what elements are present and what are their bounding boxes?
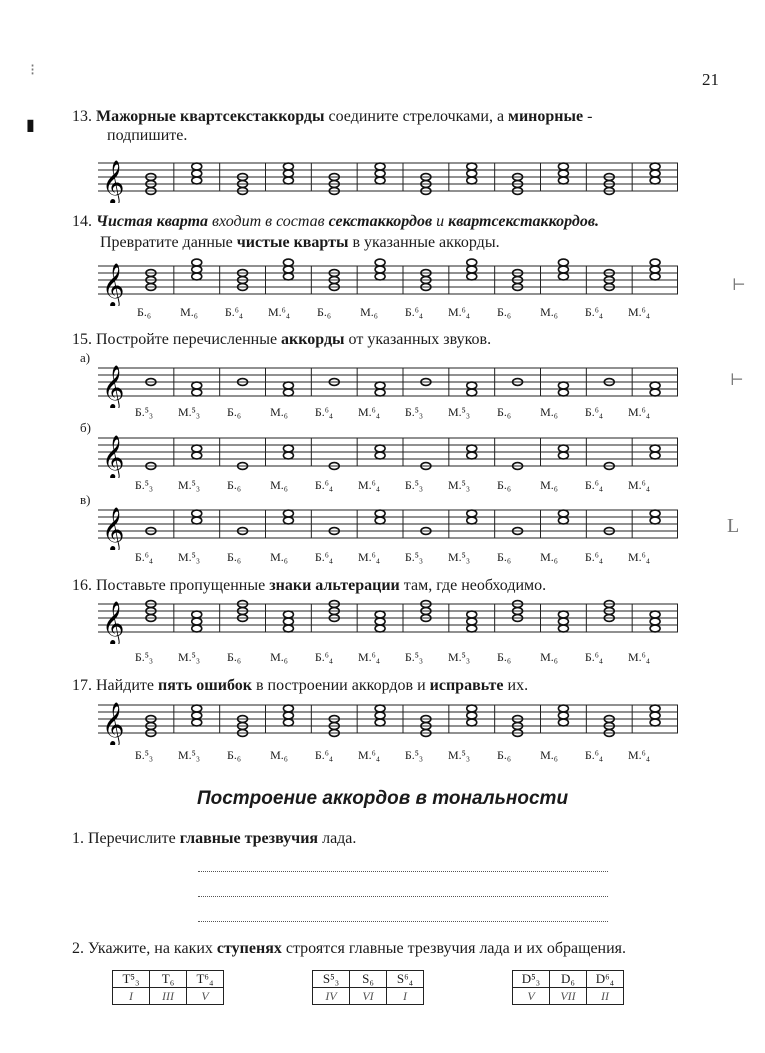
chord-label: М.⁶₄ bbox=[627, 748, 651, 762]
chord-label: Б.⁵₃ bbox=[404, 405, 424, 419]
whole-note bbox=[558, 611, 568, 618]
labels-q15a bbox=[118, 405, 703, 421]
music-staff-svg bbox=[98, 502, 678, 550]
chord-label: Б.⁶₄ bbox=[314, 650, 334, 664]
q13-line2: подпишите. bbox=[107, 127, 188, 144]
music-staff-svg bbox=[98, 596, 678, 644]
chord-label: Б.₆ bbox=[496, 478, 512, 492]
chord-label: М.⁶₄ bbox=[357, 478, 381, 492]
labels-q15b bbox=[118, 478, 703, 494]
whole-note bbox=[558, 266, 568, 273]
chord-label: М.₆ bbox=[360, 305, 378, 319]
whole-note bbox=[650, 719, 660, 726]
whole-note bbox=[467, 625, 477, 632]
whole-note bbox=[375, 445, 385, 452]
whole-note bbox=[558, 259, 568, 266]
whole-note bbox=[558, 719, 568, 726]
chord-label: М.₆ bbox=[270, 550, 288, 564]
chord-label: М.⁵₃ bbox=[447, 748, 471, 762]
treble-clef-icon: 𝄞 bbox=[102, 435, 125, 478]
dominant-table bbox=[512, 970, 624, 1005]
whole-note bbox=[650, 163, 660, 170]
chord-label: М.⁶₄ bbox=[267, 305, 291, 319]
chord-label: М.⁵₃ bbox=[177, 650, 201, 664]
chord-label: Б.₆ bbox=[496, 550, 512, 564]
chord-label: Б.⁵₃ bbox=[134, 650, 154, 664]
staff-q15v bbox=[98, 502, 678, 550]
chord-label: Б.⁶₄ bbox=[584, 748, 604, 762]
whole-note bbox=[192, 517, 202, 524]
table-answer[interactable]: I bbox=[387, 988, 424, 1005]
whole-note bbox=[650, 273, 660, 280]
chord-label: М.⁵₃ bbox=[447, 650, 471, 664]
labels-q16 bbox=[118, 650, 703, 666]
treble-clef-icon: 𝄞 bbox=[102, 601, 125, 644]
chord-label: Б.⁶₄ bbox=[314, 405, 334, 419]
chord-label: Б.₆ bbox=[496, 650, 512, 664]
chord-label: М.⁶₄ bbox=[357, 550, 381, 564]
table-answer[interactable]: VI bbox=[350, 988, 387, 1005]
whole-note bbox=[467, 618, 477, 625]
whole-note bbox=[375, 510, 385, 517]
whole-note bbox=[558, 625, 568, 632]
chord-label: Б.₆ bbox=[316, 305, 332, 319]
chord-label: М.₆ bbox=[540, 405, 558, 419]
table-answer[interactable]: V bbox=[187, 988, 224, 1005]
chord-label: М.⁵₃ bbox=[177, 550, 201, 564]
whole-note bbox=[558, 705, 568, 712]
chord-label: М.⁶₄ bbox=[357, 748, 381, 762]
chord-label: М.₆ bbox=[540, 478, 558, 492]
whole-note bbox=[558, 618, 568, 625]
whole-note bbox=[192, 510, 202, 517]
staff-q13 bbox=[98, 155, 678, 205]
whole-note bbox=[467, 266, 477, 273]
chord-label: М.⁵₃ bbox=[177, 405, 201, 419]
whole-note bbox=[375, 705, 385, 712]
chord-label: Б.⁶₄ bbox=[314, 748, 334, 762]
whole-note bbox=[375, 611, 385, 618]
whole-note bbox=[283, 517, 293, 524]
chord-label: М.₆ bbox=[270, 748, 288, 762]
whole-note bbox=[650, 618, 660, 625]
table-answer[interactable]: IV bbox=[313, 988, 350, 1005]
whole-note bbox=[467, 517, 477, 524]
whole-note bbox=[558, 382, 568, 389]
whole-note bbox=[558, 517, 568, 524]
chord-label: Б.⁵₃ bbox=[134, 478, 154, 492]
labels-q15v bbox=[118, 550, 703, 566]
chord-label: М.₆ bbox=[270, 650, 288, 664]
treble-clef-icon: 𝄞 bbox=[102, 507, 125, 550]
music-staff-svg bbox=[98, 360, 678, 408]
staff-q15b bbox=[98, 430, 678, 478]
chord-label: М.₆ bbox=[270, 405, 288, 419]
whole-note bbox=[467, 389, 477, 396]
whole-note bbox=[467, 705, 477, 712]
q15-tag-a: а) bbox=[80, 350, 91, 365]
chord-label: М.₆ bbox=[540, 748, 558, 762]
subdominant-table bbox=[312, 970, 424, 1005]
table-answer[interactable]: V bbox=[513, 988, 550, 1005]
whole-note bbox=[558, 163, 568, 170]
whole-note bbox=[650, 517, 660, 524]
chord-label: Б.⁵₃ bbox=[134, 748, 154, 762]
chord-label: Б.⁶₄ bbox=[224, 305, 244, 319]
whole-note bbox=[192, 452, 202, 459]
answer-line[interactable] bbox=[198, 895, 608, 897]
whole-note bbox=[283, 273, 293, 280]
q14-line1: 14. Чистая кварта входит в состав секстаккордов и квартсекстаккордов. bbox=[72, 213, 600, 230]
table-header: S⁵₃ bbox=[313, 971, 350, 988]
whole-note bbox=[650, 445, 660, 452]
table-answer[interactable]: II bbox=[587, 988, 624, 1005]
whole-note bbox=[558, 177, 568, 184]
whole-note bbox=[650, 389, 660, 396]
chord-label: М.₆ bbox=[270, 478, 288, 492]
whole-note bbox=[650, 452, 660, 459]
chord-label: М.⁵₃ bbox=[177, 748, 201, 762]
chord-label: М.⁵₃ bbox=[177, 478, 201, 492]
whole-note bbox=[283, 163, 293, 170]
music-staff-svg bbox=[98, 258, 678, 306]
chord-label: Б.⁶₄ bbox=[404, 305, 424, 319]
whole-note bbox=[192, 273, 202, 280]
whole-note bbox=[283, 177, 293, 184]
whole-note bbox=[283, 382, 293, 389]
task1-text: 1. Перечислите главные трезвучия лада. bbox=[72, 830, 357, 847]
answer-line[interactable] bbox=[198, 870, 608, 872]
whole-note bbox=[375, 389, 385, 396]
staff-q17 bbox=[98, 697, 678, 745]
whole-note bbox=[375, 266, 385, 273]
q15-line1: 15. Постройте перечисленные аккорды от указанных звуков. bbox=[72, 331, 492, 348]
q15-tag-b: б) bbox=[80, 420, 91, 435]
table-header: D₆ bbox=[550, 971, 587, 988]
whole-note bbox=[558, 452, 568, 459]
page-number: 21 bbox=[702, 70, 719, 89]
whole-note bbox=[375, 719, 385, 726]
chord-label: Б.⁶₄ bbox=[584, 550, 604, 564]
whole-note bbox=[467, 382, 477, 389]
chord-label: Б.⁶₄ bbox=[134, 550, 154, 564]
whole-note bbox=[283, 618, 293, 625]
chord-label: М.₆ bbox=[540, 305, 558, 319]
chord-label: М.⁵₃ bbox=[447, 550, 471, 564]
whole-note bbox=[375, 618, 385, 625]
whole-note bbox=[650, 259, 660, 266]
answer-line[interactable] bbox=[198, 920, 608, 922]
whole-note bbox=[283, 510, 293, 517]
chord-label: М.⁶₄ bbox=[447, 305, 471, 319]
whole-note bbox=[192, 163, 202, 170]
staff-q16 bbox=[98, 596, 678, 644]
whole-note bbox=[283, 389, 293, 396]
whole-note bbox=[192, 382, 202, 389]
chord-label: Б.⁵₃ bbox=[404, 478, 424, 492]
table-answer[interactable]: VII bbox=[550, 988, 587, 1005]
chord-label: Б.⁵₃ bbox=[404, 650, 424, 664]
chord-label: Б.⁶₄ bbox=[584, 405, 604, 419]
chord-label: Б.₆ bbox=[226, 405, 242, 419]
chord-label: Б.⁵₃ bbox=[134, 405, 154, 419]
whole-note bbox=[467, 273, 477, 280]
whole-note bbox=[283, 259, 293, 266]
whole-note bbox=[192, 177, 202, 184]
whole-note bbox=[375, 170, 385, 177]
whole-note bbox=[650, 625, 660, 632]
whole-note bbox=[375, 452, 385, 459]
chord-label: Б.₆ bbox=[496, 748, 512, 762]
whole-note bbox=[650, 712, 660, 719]
whole-note bbox=[283, 712, 293, 719]
whole-note bbox=[650, 510, 660, 517]
q15-tag-v: в) bbox=[80, 492, 91, 507]
chord-label: Б.⁵₃ bbox=[404, 748, 424, 762]
table-header: D⁶₄ bbox=[587, 971, 624, 988]
whole-note bbox=[558, 389, 568, 396]
treble-clef-icon: 𝄞 bbox=[102, 263, 125, 306]
chord-label: М.₆ bbox=[540, 650, 558, 664]
treble-clef-icon: 𝄞 bbox=[102, 160, 125, 203]
labels-q14 bbox=[118, 305, 703, 321]
q17-line1: 17. Найдите пять ошибок в построении аккордов и исправьте их. bbox=[72, 677, 529, 694]
table-header: S₆ bbox=[350, 971, 387, 988]
whole-note bbox=[650, 170, 660, 177]
q14-line2: Превратите данные чистые кварты в указанные аккорды. bbox=[100, 234, 500, 251]
whole-note bbox=[375, 163, 385, 170]
whole-note bbox=[192, 705, 202, 712]
whole-note bbox=[192, 389, 202, 396]
whole-note bbox=[283, 611, 293, 618]
margin-mark: ⊢ bbox=[730, 372, 744, 389]
whole-note bbox=[283, 719, 293, 726]
staff-q15a bbox=[98, 360, 678, 408]
music-staff-svg bbox=[98, 697, 678, 745]
margin-mark: ⁝ bbox=[30, 62, 36, 79]
margin-mark: ▮ bbox=[26, 117, 35, 134]
whole-note bbox=[467, 177, 477, 184]
whole-note bbox=[375, 259, 385, 266]
chord-label: М.⁵₃ bbox=[447, 405, 471, 419]
chord-label: М.⁶₄ bbox=[627, 305, 651, 319]
chord-label: Б.⁶₄ bbox=[584, 305, 604, 319]
table-header: T⁶₄ bbox=[187, 971, 224, 988]
chord-label: Б.₆ bbox=[496, 305, 512, 319]
whole-note bbox=[467, 712, 477, 719]
chord-label: М.⁵₃ bbox=[447, 478, 471, 492]
whole-note bbox=[375, 712, 385, 719]
whole-note bbox=[375, 382, 385, 389]
whole-note bbox=[650, 382, 660, 389]
chord-label: М.₆ bbox=[180, 305, 198, 319]
labels-q17 bbox=[118, 748, 703, 764]
whole-note bbox=[375, 177, 385, 184]
treble-clef-icon: 𝄞 bbox=[102, 702, 125, 745]
whole-note bbox=[375, 273, 385, 280]
table-header: T₆ bbox=[150, 971, 187, 988]
whole-note bbox=[558, 170, 568, 177]
margin-mark: ⊢ bbox=[732, 277, 746, 294]
tonic-table bbox=[112, 970, 224, 1005]
chord-label: М.₆ bbox=[540, 550, 558, 564]
chord-label: М.⁶₄ bbox=[627, 650, 651, 664]
whole-note bbox=[192, 618, 202, 625]
whole-note bbox=[192, 170, 202, 177]
whole-note bbox=[467, 452, 477, 459]
whole-note bbox=[650, 611, 660, 618]
chord-label: М.⁶₄ bbox=[627, 478, 651, 492]
whole-note bbox=[558, 273, 568, 280]
whole-note bbox=[192, 625, 202, 632]
whole-note bbox=[650, 266, 660, 273]
chord-label: Б.⁵₃ bbox=[404, 550, 424, 564]
whole-note bbox=[283, 170, 293, 177]
whole-note bbox=[650, 177, 660, 184]
chord-label: Б.₆ bbox=[226, 550, 242, 564]
table-header: T⁵₃ bbox=[113, 971, 150, 988]
q16-line1: 16. Поставьте пропущенные знаки альтерации там, где необходимо. bbox=[72, 577, 547, 594]
whole-note bbox=[283, 452, 293, 459]
chord-label: М.⁶₄ bbox=[357, 650, 381, 664]
chord-label: М.⁶₄ bbox=[627, 405, 651, 419]
music-staff-svg bbox=[98, 430, 678, 478]
q13-line1: 13. Мажорные квартсекстаккорды соедините стрелочками, а минорные - bbox=[72, 108, 593, 125]
chord-label: Б.₆ bbox=[496, 405, 512, 419]
whole-note bbox=[467, 445, 477, 452]
chord-label: М.⁶₄ bbox=[357, 405, 381, 419]
music-staff-svg bbox=[98, 155, 678, 203]
whole-note bbox=[375, 517, 385, 524]
chord-label: Б.₆ bbox=[226, 650, 242, 664]
whole-note bbox=[467, 611, 477, 618]
treble-clef-icon: 𝄞 bbox=[102, 365, 125, 408]
table-answer[interactable]: I bbox=[113, 988, 150, 1005]
staff-q14 bbox=[98, 258, 678, 306]
whole-note bbox=[192, 611, 202, 618]
whole-note bbox=[192, 259, 202, 266]
task2-text: 2. Укажите, на каких ступенях строятся главные трезвучия лада и их обращения. bbox=[72, 940, 627, 957]
whole-note bbox=[283, 705, 293, 712]
whole-note bbox=[192, 719, 202, 726]
margin-mark: L bbox=[727, 515, 740, 537]
chord-label: Б.⁶₄ bbox=[584, 650, 604, 664]
whole-note bbox=[467, 719, 477, 726]
chord-label: Б.⁶₄ bbox=[584, 478, 604, 492]
table-header: D⁵₃ bbox=[513, 971, 550, 988]
whole-note bbox=[283, 625, 293, 632]
chord-label: М.⁶₄ bbox=[627, 550, 651, 564]
whole-note bbox=[467, 259, 477, 266]
chord-label: Б.₆ bbox=[226, 748, 242, 762]
whole-note bbox=[558, 712, 568, 719]
whole-note bbox=[192, 712, 202, 719]
whole-note bbox=[558, 445, 568, 452]
whole-note bbox=[192, 266, 202, 273]
table-answer[interactable]: III bbox=[150, 988, 187, 1005]
table-header: S⁶₄ bbox=[387, 971, 424, 988]
whole-note bbox=[192, 445, 202, 452]
whole-note bbox=[283, 445, 293, 452]
chord-label: Б.₆ bbox=[226, 478, 242, 492]
chord-label: Б.⁶₄ bbox=[314, 550, 334, 564]
whole-note bbox=[467, 170, 477, 177]
whole-note bbox=[283, 266, 293, 273]
whole-note bbox=[467, 510, 477, 517]
whole-note bbox=[650, 705, 660, 712]
whole-note bbox=[467, 163, 477, 170]
whole-note bbox=[558, 510, 568, 517]
section-title: Построение аккордов в тональности bbox=[196, 788, 569, 809]
chord-label: Б.₆ bbox=[136, 305, 152, 319]
chord-label: Б.⁶₄ bbox=[314, 478, 334, 492]
whole-note bbox=[375, 625, 385, 632]
